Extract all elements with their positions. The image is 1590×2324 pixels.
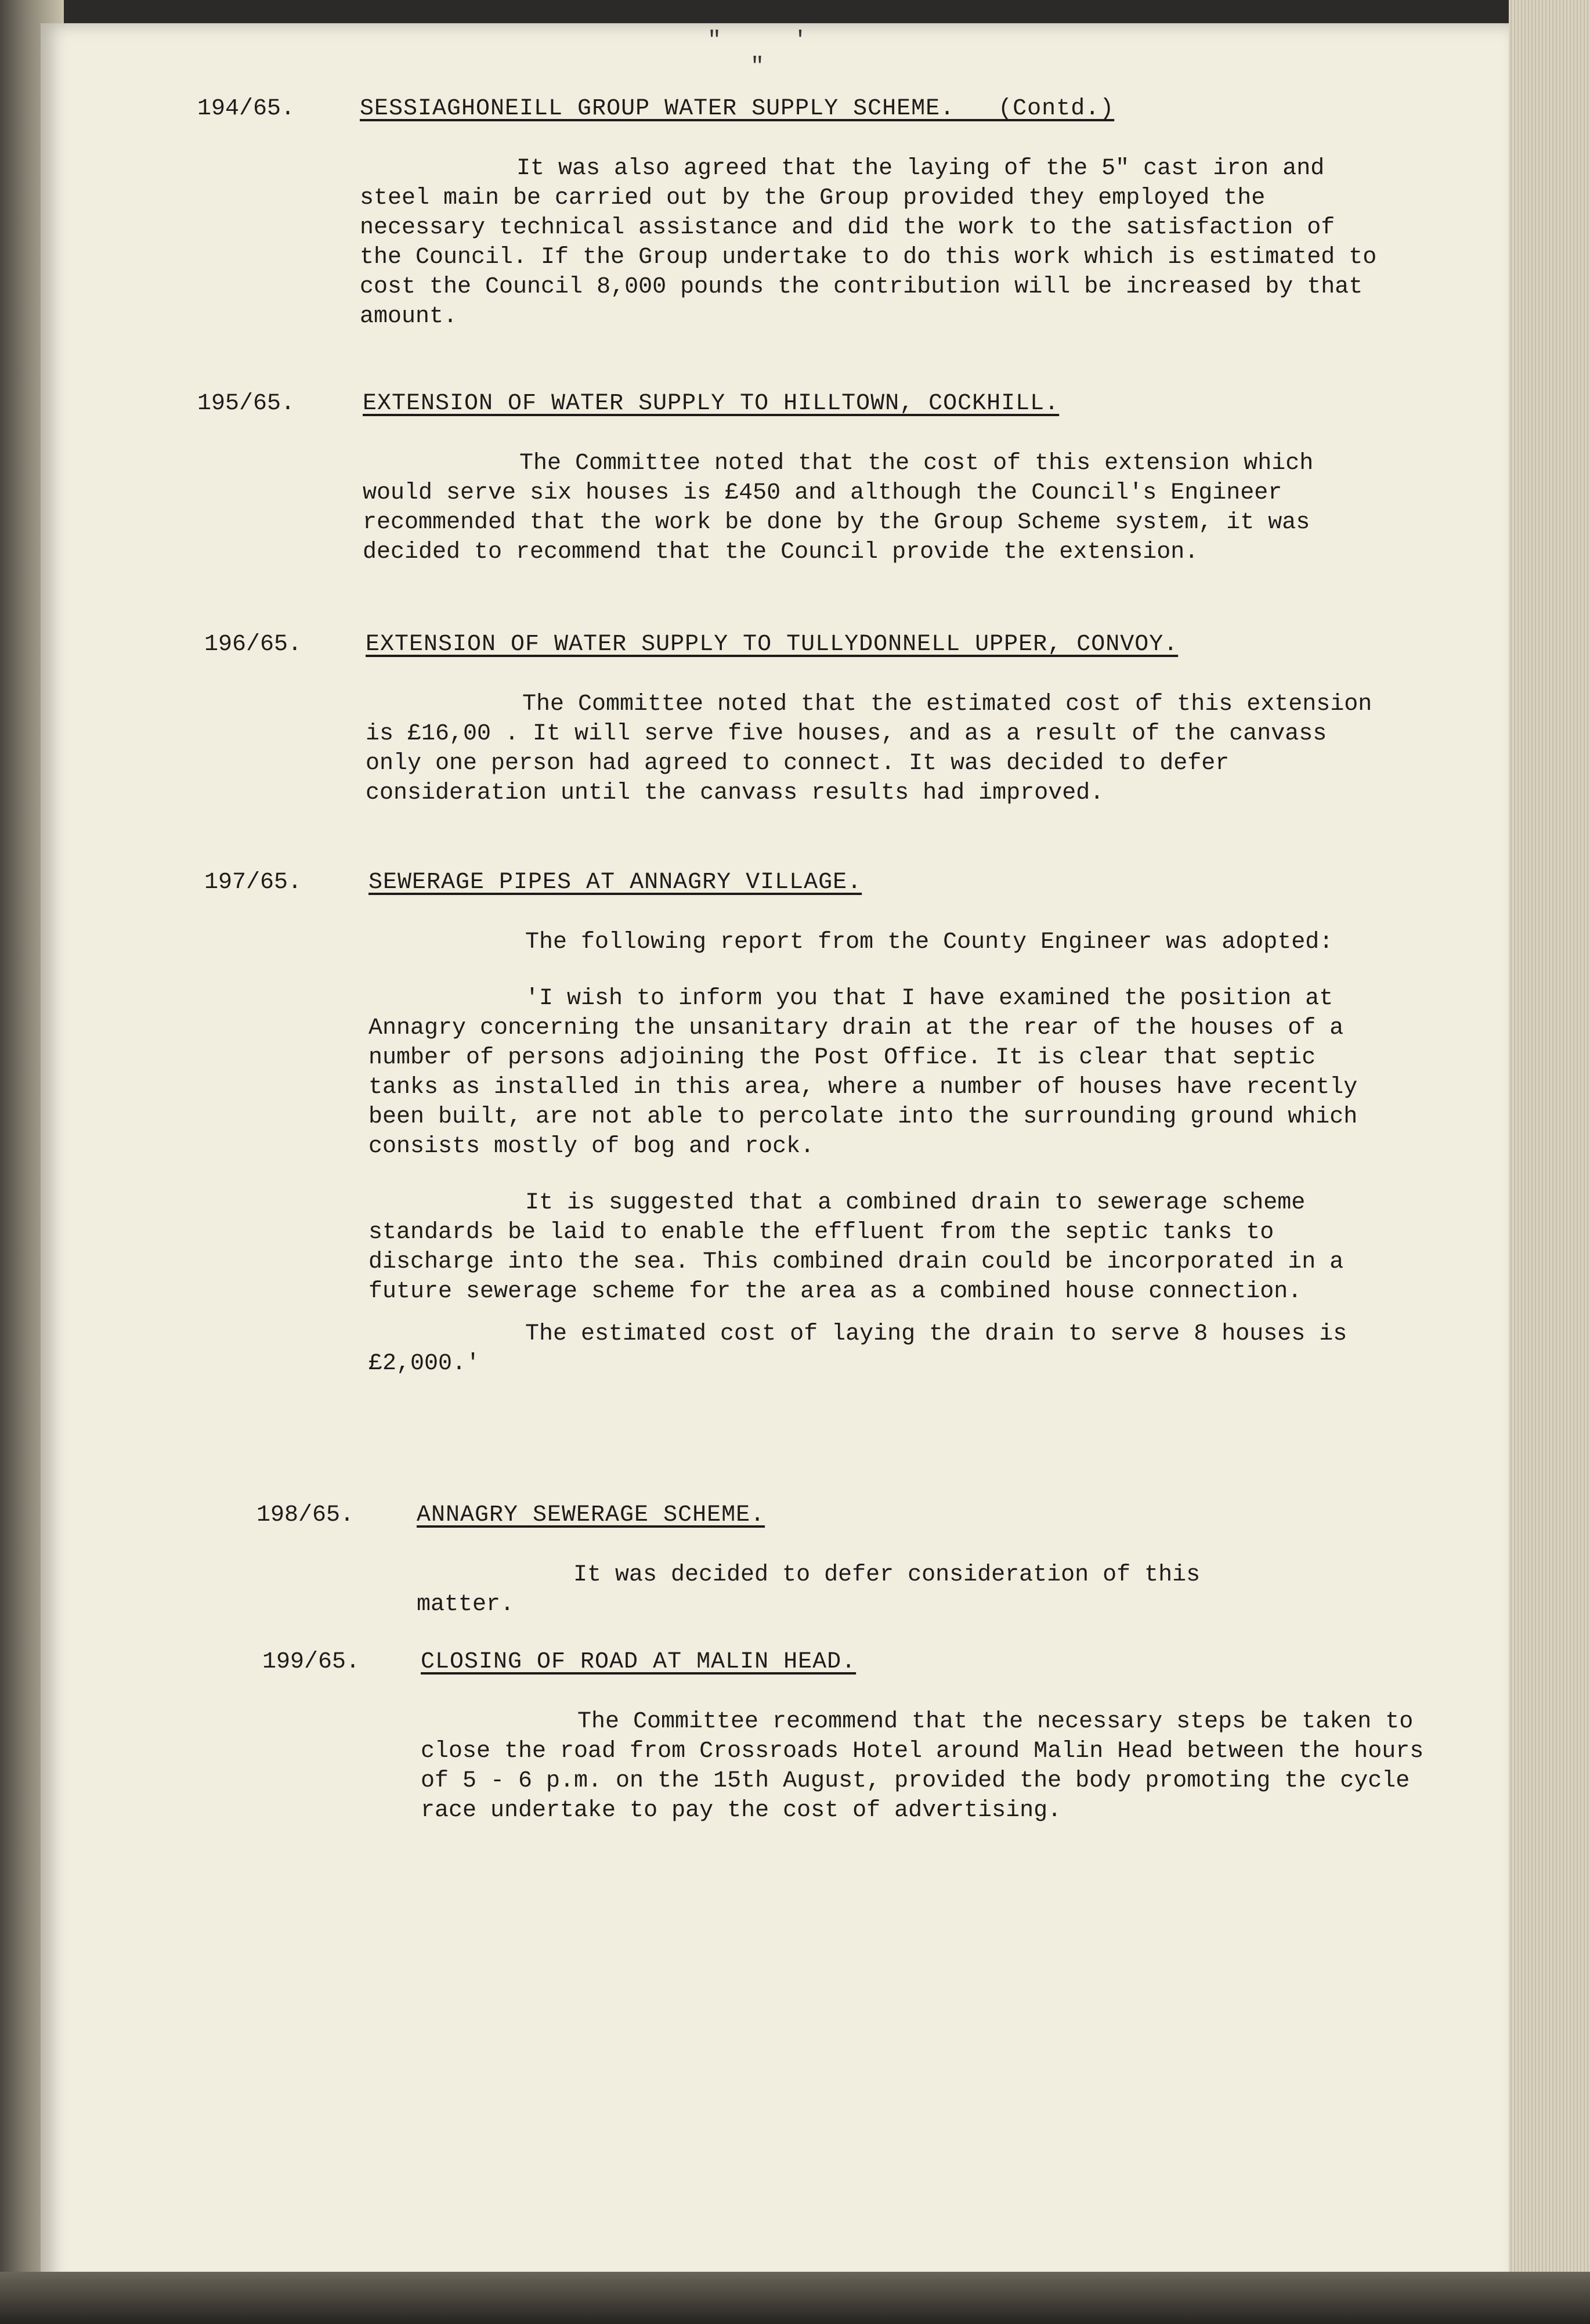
- item-number: 199/65.: [262, 1649, 360, 1675]
- item-heading: CLOSING OF ROAD AT MALIN HEAD.: [421, 1649, 857, 1675]
- item-number: 194/65.: [197, 96, 295, 122]
- report-quote-paragraph: The estimated cost of laying the drain to serve 8 houses is £2,000.': [368, 1321, 1347, 1377]
- item-heading: SEWERAGE PIPES AT ANNAGRY VILLAGE.: [368, 869, 862, 896]
- item-paragraph: The Committee noted that the cost of this extension which would serve six houses is £450 and although the Council's Engineer recommended that the work be done by the Group Scheme system, it was decided to recommend that the Council provide the extension.: [363, 450, 1314, 565]
- page-marker: " ' ": [707, 28, 836, 80]
- item-paragraph: It was also agreed that the laying of the 5" cast iron and steel main be carried out by the Group provided they employed the necessary technical assistance and did the work to the satisfaction of the Council. If the Group undertake to do this work which is estimated to cost the Council 8,000 pounds the contribution will be increased by that amount.: [360, 156, 1377, 330]
- item-body: [360, 94, 1381, 331]
- item-body: [417, 1500, 1287, 1619]
- item-body: [368, 868, 1390, 1378]
- item-body: [363, 389, 1384, 567]
- item-paragraph: The following report from the County Engineer was adopted:: [525, 929, 1334, 955]
- page-edges: [1509, 0, 1590, 2324]
- item-heading: EXTENSION OF WATER SUPPLY TO HILLTOWN, COCKHILL.: [363, 391, 1060, 417]
- item-body: [366, 630, 1387, 808]
- item-number: 195/65.: [197, 391, 295, 417]
- book-bottom-edge: [0, 2272, 1590, 2324]
- item-heading: EXTENSION OF WATER SUPPLY TO TULLYDONNELL UPPER, CONVOY.: [366, 631, 1179, 658]
- item-number: 197/65.: [204, 869, 302, 896]
- item-paragraph: It was decided to defer consideration of this matter.: [417, 1562, 1201, 1618]
- item-paragraph: The Committee recommend that the necessary steps be taken to close the road from Crossroads Hotel around Malin Head between the hours of 5 - 6 p.m. on the 15th August, provided the body promoting the cycle race undertake to pay the cost of advertising.: [421, 1709, 1424, 1824]
- item-number: 196/65.: [204, 631, 302, 658]
- report-quote-paragraph: 'I wish to inform you that I have examined the position at Annagry concerning the unsanitary drain at the rear of the houses of a number of persons adjoining the Post Office. It is clear that septic tanks as installed in this area, where a number of houses have recently been built, are not able to percolate into the surrounding ground which consists mostly of bog and rock.: [368, 986, 1358, 1160]
- item-number: 198/65.: [256, 1502, 355, 1528]
- item-paragraph: The Committee noted that the estimated cost of this extension is £16,00 . It will serve five houses, and as a result of the canvass only one person had agreed to connect. It was decided to defer consideration until the canvass results had improved.: [366, 691, 1372, 806]
- item-heading: ANNAGRY SEWERAGE SCHEME.: [417, 1502, 765, 1528]
- report-quote-paragraph: It is suggested that a combined drain to sewerage scheme standards be laid to enable the effluent from the septic tanks to discharge into the sea. This combined drain could be incorporated in a future sewerage scheme for the area as a combined house connection.: [368, 1190, 1344, 1305]
- item-heading: SESSIAGHONEILL GROUP WATER SUPPLY SCHEME. (Contd.): [360, 96, 1115, 122]
- item-body: [421, 1647, 1442, 1825]
